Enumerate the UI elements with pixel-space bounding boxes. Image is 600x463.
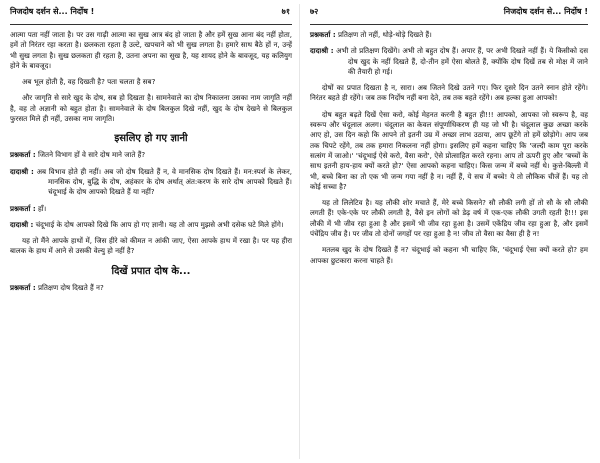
answer-text: चंदूभाई के दोष आपको दिखे कि आप हो गए ज्ञानी। यह तो आप मुझसे अभी दसेक घटे मिले होंगे। <box>35 219 284 229</box>
right-page-header <box>310 0 588 25</box>
qa-question <box>310 30 588 40</box>
paragraph: यह तो मैंने आपके हाथों में, जिस हीरे को कीमत न आंकी जाए, ऐसा आपके हाथ में रखा है। पर यह हीरा बालक के हाथ में आने से उसकी वेल्यु हो नहीं है? <box>10 236 292 256</box>
page-number: ७१ <box>281 7 290 16</box>
left-page-header <box>10 0 292 25</box>
paragraph: अब भूल होती है, वह दिखती है? पता चलता है सब? <box>22 77 156 87</box>
paragraph: दोष बहुत बढ़ते दिखें ऐसा करो, कोई मेहनत करनी है बहुत ही!!! आपको, आपका जो स्वरूप है, वह स्वरूप और चंदूलाल अलग। चंदूलाल का केवल संपूर्णाधिकरण ही यह जो भी है। चंदूलाल कुछ अच्छा करके आए हो, उस दिन कहो कि आपने तो इतनी उम्र में अच्छा लाभ उठाया, आप छूटेंगे तो हमें छोड़ोगे। आप जब तक चिपटे रहेंगे, तब तक हमारा निकलना नहीं होगा। इसलिए हमें कहना चाहिए कि 'जल्दी काम पूरा करके सत्संग में जाओ।' 'चंदूभाई ऐसे करो, वैसा करो', ऐसे प्रोत्साहित करते रहना। आप तो ऊपरी हुए और 'बच्चों के साथ इतनी हाय-हाय क्यों करते हो?' ऐसा आपको कहना चाहिए। किस जन्म में बच्चे नहीं थे। कुत्ते-बिल्ली में भी, बच्चे बिना का तो एक भी जन्म गया नहीं है न। नहीं हैं, ये सच में बच्चे! ये तो लौकिक चीजें हैं। यह तो कोई सच्चा है? <box>310 109 588 191</box>
question-text: जितने विभाग हों वे सारे दोष माने जाते हैं? <box>37 150 146 160</box>
running-title: निजदोष दर्शन से... निर्दोष ! <box>503 7 588 16</box>
speaker-label: दादाश्री : <box>310 46 334 56</box>
paragraph: दोषों का प्रपात दिखता है न, सारा। अब जितने दिखे उतने गए। फिर दूसरे दिन उतने स्नान होते रहेंगे। निरंतर बहते ही रहेंगे। जब तक निर्दोष नहीं बना देते, तब तक बहते रहेंगे। अब हल्का हुआ आपको! <box>310 83 588 103</box>
paragraph: यह तो लिलेटिव है। यह लौकी शोर मचाते हैं, मेरे बच्चे किसने? सौ लौकी लगी हों तो सौ के सौ लौकी लगती हैं! एके-एके पर लौकी लगती है, वैसे इन लोगों को डेढ़ वर्ष में एक-एक लौकी उगती रहती है!!! इस लौकी में भी जीव रहा हुआ है और इसमें भी जीव रहा हुआ है। उसमें एकेंद्रिय जीव रहा हुआ है, और इसमें पंचेंद्रिय जीव है। पर जीव तो दोनों जगहों पर रहा हुआ है न! जीव तो वैसा का वैसा ही है न! <box>310 198 588 239</box>
answer-text: अभी तो प्रतिक्षण दिखेंगे। अभी तो बहुत दोष हैं। अपार हैं, पर अभी दिखते नहीं हैं। ये किसीको दस दोष खुद के नहीं दिखते हैं, दो-तीन हमें ऐसा बोलते हैं, क्योंकि दोष दिखें तब से मोक्ष में जाने की तैयारी हो गई। <box>336 46 588 76</box>
running-title: निजदोष दर्शन से... निर्दोष ! <box>10 7 95 16</box>
section-heading: दिखें प्रपात दोष के... <box>111 265 191 277</box>
paragraph: और जागृति से सारे खुद के दोष, सब हो दिखता है। सामनेवाले का दोष निकालना उसका नाम जागृति नहीं है, वह तो अज्ञानी को बहुत होता है। सामनेवाले के दोष बिलकुल दिखे नहीं, खुद के दोष देखने से बिलकुल फुरसत मिले ही नहीं, उसका नाम जागृति। <box>10 93 292 124</box>
qa-answer <box>310 46 588 77</box>
page-number: ७२ <box>310 7 319 16</box>
speaker-label: प्रश्नकर्ता : <box>10 150 36 160</box>
answer-text: अब विभाव होते ही नहीं। अब जो दोष दिखते हैं न, वे मानसिक दोष दिखते हैं। मन:स्पर्श के लेकर, मानसिक दोष, बुद्धि के दोष, अहंकार के दोष अर्थात् अंत:करण के सारे दोष आपको दिखते हैं। चंदूभाई के दोष आपको दिखते हैं या नहीं? <box>36 166 292 197</box>
speaker-label: दादाश्री : <box>10 166 34 176</box>
qa-question <box>10 150 292 160</box>
speaker-label: दादाश्री : <box>10 219 34 229</box>
right-page <box>300 0 600 463</box>
question-text: प्रतिक्षण तो नहीं, थोड़े-थोड़े दिखते हैं। <box>337 30 432 39</box>
speaker-label: प्रश्नकर्ता : <box>10 282 36 292</box>
qa-question <box>10 204 292 214</box>
question-text: प्रतिक्षण दोष दिखते हैं न? <box>37 282 104 292</box>
paragraph: मतलब खुद के दोष दिखते हैं न? चंदूभाई को कहना भी चाहिए कि, 'चंदूभाई ऐसा क्यों करते हो? हम आपका छुटकारा करना चाहते हैं। <box>310 245 588 265</box>
speaker-label: प्रश्नकर्ता : <box>310 30 336 39</box>
question-text: हाँ। <box>37 203 47 213</box>
qa-question <box>10 283 292 293</box>
speaker-label: प्रश्नकर्ता : <box>10 203 36 213</box>
paragraph: आत्मा पता नहीं जाता है। पर उस गाढ़ी आत्मा का सुख आत्र बंद हो जाता है और हमें सुख आना बंद नहीं होता, हमें तो निरंतर रहा करता है। छलकता रहता है उल्टे, खपचाने को भी सुख लगता है। हमारे साथ बैठे हों न, उन्हें भी सुख लगता है। सुख छलकता ही रहता है, उतना अपना का सुख है, यह शायद होने के बावजूद, यह कलियुग होने के बावजूद। <box>10 30 292 70</box>
qa-answer <box>10 167 292 198</box>
section-heading: इसलिए हो गए ज्ञानी <box>114 133 188 145</box>
qa-answer <box>10 220 292 230</box>
